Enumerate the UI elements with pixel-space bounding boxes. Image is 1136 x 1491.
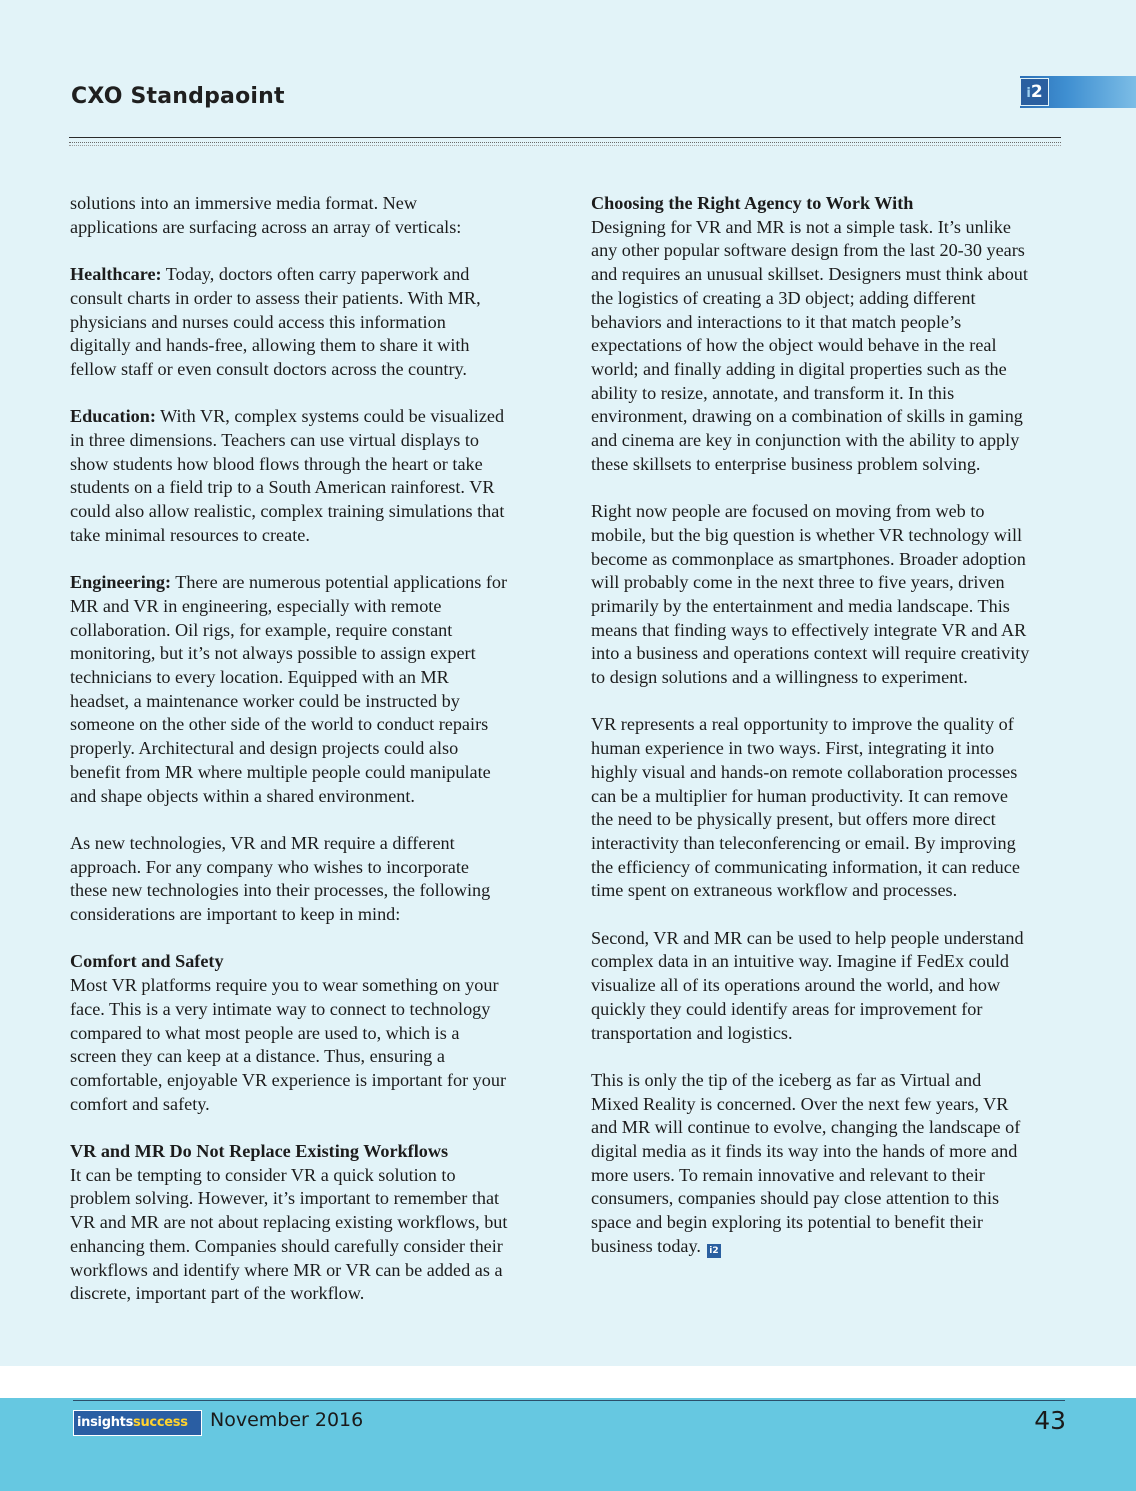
education-paragraph <box>70 405 550 547</box>
article-column-right <box>591 192 1071 1282</box>
education-text: With VR, complex systems could be visualized in three dimensions. Teachers can use virtual displays to show students how blood flows through the heart or take students on a field trip to a South American rainforest. VR could also allow realistic, complex training simulations that take minimal resources to create. <box>70 406 505 545</box>
healthcare-lead: Healthcare: <box>70 264 162 285</box>
i2-logo-icon: i2 <box>1020 78 1049 106</box>
iceberg-paragraph <box>591 1069 1071 1259</box>
healthcare-paragraph <box>70 263 550 382</box>
issue-date: November 2016 <box>210 1409 364 1431</box>
second-paragraph: Second, VR and MR can be used to help people understand complex data in an intuitive way. Imagine if FedEx could visualize all of its operations around the world, and how quickly they could identify areas for improvement for transportation and logistics. <box>591 927 1024 1043</box>
workflows-paragraph: It can be tempting to consider VR a quick solution to problem solving. However, it’s important to remember that VR and MR are not about replacing existing workflows, but enhancing them. Companies should carefully consider their workflows and identify where MR or VR can be added as a discrete, important part of the workflow. <box>70 1164 508 1304</box>
new-tech-paragraph: As new technologies, VR and MR require a different approach. For any company who wishes to incorporate these new technologies into their processes, the following considerations are important to keep in mind: <box>70 832 491 925</box>
header-brand-badge <box>1020 76 1136 108</box>
workflows-heading: VR and MR Do Not Replace Existing Workflows <box>70 1141 449 1162</box>
agency-paragraph: Designing for VR and MR is not a simple task. It’s unlike any other popular software design from the last 20-30 years and requires an unusual skillset. Designers must think about the logistics of creating a 3D object; adding different behaviors and interactions to it that match people’s expectations of how the object would behave in the real world; and finally adding in digital properties such as the ability to resize, annotate, and transform it. In this environment, drawing on a combination of skills in gaming and cinema are key in conjunction with the ability to apply these skillsets to enterprise business problem solving. <box>591 216 1028 474</box>
logo-word-insights: insights <box>77 1415 134 1430</box>
opportunity-paragraph: VR represents a real opportunity to improve the quality of human experience in two ways. First, integrating it into highly visual and hands-on remote collaboration processes can be a multiplier for human productivity. It can remove the need to be physically present, but offers more direct interactivity than teleconferencing or email. By improving the efficiency of communicating information, it can reduce time spent on extraneous workflow and processes. <box>591 714 1020 901</box>
education-lead: Education: <box>70 406 156 427</box>
engineering-paragraph <box>70 571 550 808</box>
comfort-heading: Comfort and Safety <box>70 951 224 972</box>
engineering-lead: Engineering: <box>70 572 172 593</box>
comfort-paragraph: Most VR platforms require you to wear something on your face. This is a very intimate way to connect to technology compared to what most people are used to, which is a screen they can keep at a distance. Thus, ensuring a comfortable, enjoyable VR experience is important for your comfort and safety. <box>70 975 507 1114</box>
end-mark-icon: i2 <box>707 1244 721 1258</box>
article-column-left <box>70 192 550 1330</box>
logo-word-success: success <box>133 1415 188 1430</box>
header-divider <box>69 137 1061 138</box>
intro-paragraph: solutions into an immersive media format. New applications are surfacing across an array of verticals: <box>70 193 462 237</box>
iceberg-text: This is only the tip of the iceberg as far as Virtual and Mixed Reality is concerned. Over the next few years, VR and MR will continue to evolve, changing the landscape of digital media as it finds its way into the hands of more and more users. To remain innovative and relevant to their consumers, companies should pay close attention to this space and begin exploring its potential to benefit their business today. <box>591 1069 1021 1256</box>
agency-heading: Choosing the Right Agency to Work With <box>591 193 914 213</box>
footer-spacer <box>0 1366 1136 1398</box>
footer-divider <box>73 1400 1065 1401</box>
insights-success-logo <box>73 1410 202 1436</box>
engineering-text: There are numerous potential applications for MR and VR in engineering, especially with remote collaboration. Oil rigs, for example, require constant monitoring, but it’s not always possible to assign expert technicians to every location. Equipped with an MR headset, a maintenance worker could be instructed by someone on the other side of the world to conduct repairs properly. Architectural and design projects could also benefit from MR where multiple people could manipulate and shape objects within a shared environment. <box>70 572 508 806</box>
healthcare-text: Today, doctors often carry paperwork and consult charts in order to assess their patients. With MR, physicians and nurses could access this information digitally and hands-free, allowing them to share it with fellow staff or even consult doctors across the country. <box>70 264 481 379</box>
section-title: CXO Standpaoint <box>71 84 285 109</box>
right-now-paragraph: Right now people are focused on moving from web to mobile, but the big question is whether VR technology will become as commonplace as smartphones. Broader adoption will probably come in the next three to five years, driven primarily by the entertainment and media landscape. This means that finding ways to effectively integrate VR and AR into a business and operations context will require creativity to design solutions and a willingness to experiment. <box>591 501 1030 688</box>
header-divider-dotted-2 <box>69 145 1061 146</box>
page-footer <box>0 1398 1136 1491</box>
page-number: 43 <box>1034 1406 1066 1435</box>
header-divider-dotted <box>69 142 1061 143</box>
